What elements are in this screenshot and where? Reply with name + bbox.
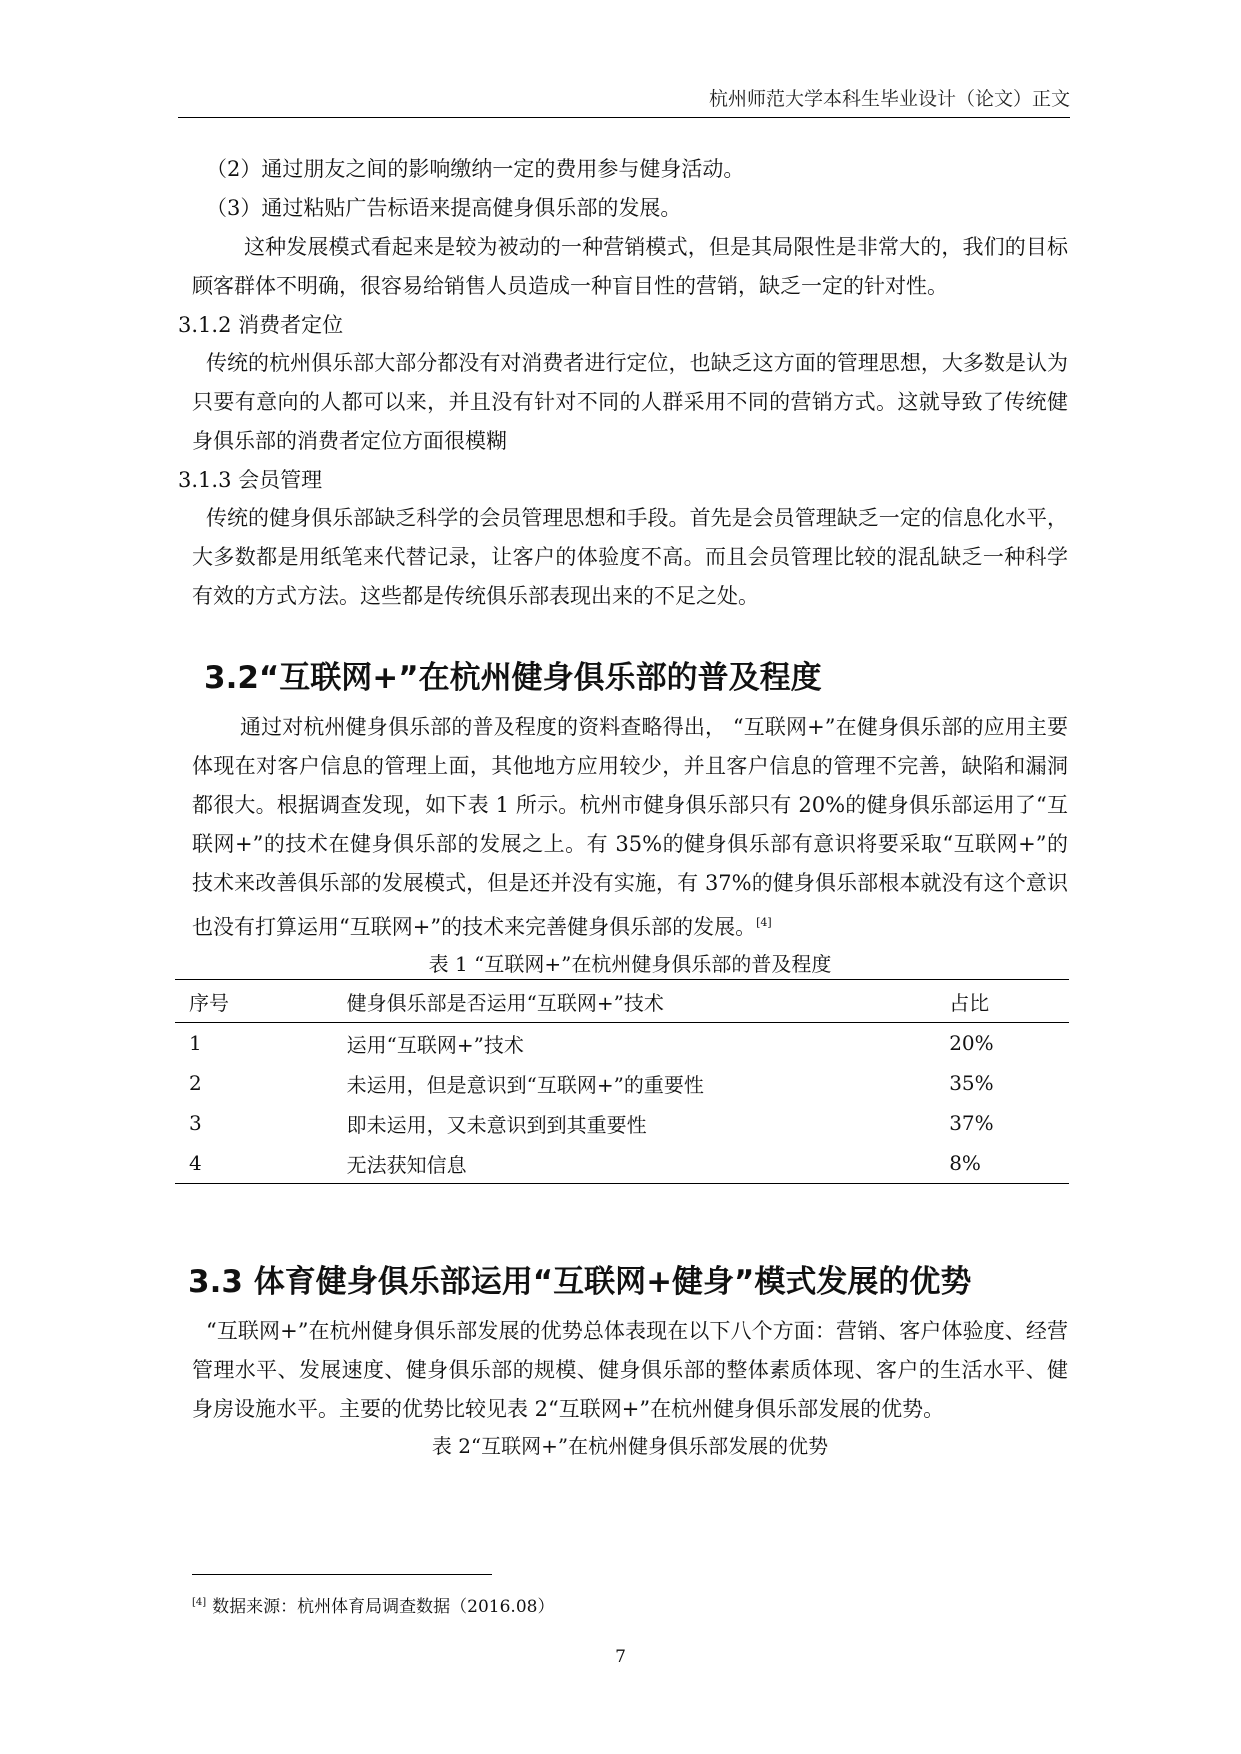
table-header-cell: 序号 xyxy=(189,990,229,1015)
table2-caption: 表 2“互联网+”在杭州健身俱乐部发展的优势 xyxy=(431,1434,829,1458)
table-row xyxy=(175,1023,1069,1064)
list-item-2: （2）通过朋友之间的影响缴纳一定的费用参与健身活动。 xyxy=(206,157,745,181)
paragraph-33: “互联网+”在杭州健身俱乐部发展的优势总体表现在以下八个方面：营销、客户体验度、经营管理水平、发展速度、健身俱乐部的规模、健身俱乐部的整体素质体现、客户的生活水平、健身房设施水平。主要的优势比较见表 2“互联网+”在杭州健身俱乐部发展的优势。 xyxy=(192,1319,1068,1421)
table-header-row xyxy=(175,980,1069,1023)
paragraph-313: 传统的健身俱乐部缺乏科学的会员管理思想和手段。首先是会员管理缺乏一定的信息化水平，大多数都是用纸笔来代替记录，让客户的体验度不高。而且会员管理比较的混乱缺乏一种科学有效的方式方法。这些都是传统俱乐部表现出来的不足之处。 xyxy=(192,506,1068,608)
paragraph-312: 传统的杭州俱乐部大部分都没有对消费者进行定位，也缺乏这方面的管理思想，大多数是认为只要有意向的人都可以来，并且没有针对不同的人群采用不同的营销方式。这就导致了传统健身俱乐部的消费者定位方面很模糊 xyxy=(192,351,1068,453)
table-row xyxy=(175,1103,1069,1143)
table-cell: 35% xyxy=(949,1071,994,1095)
paragraph-32 xyxy=(192,708,1068,947)
table-cell: 1 xyxy=(189,1031,202,1055)
table-cell: 20% xyxy=(949,1031,994,1055)
table-cell: 2 xyxy=(189,1071,202,1095)
table-cell: 无法获知信息 xyxy=(346,1152,467,1177)
running-header: 杭州师范大学本科生毕业设计（论文）正文 xyxy=(708,88,1070,110)
table-cell: 即未运用，又未意识到到其重要性 xyxy=(346,1112,647,1137)
table-cell: 8% xyxy=(949,1151,981,1175)
table-row xyxy=(175,1143,1069,1184)
paragraph-32-text: 通过对杭州健身俱乐部的普及程度的资料查略得出， “互联网+”在健身俱乐部的应用主要体现在对客户信息的管理上面，其他地方应用较少，并且客户信息的管理不完善，缺陷和漏洞都很大。根据调查发现，如下表 1 所示。杭州市健身俱乐部只有 20%的健身俱乐部运用了“互联网+”的技术在健身俱乐部的发展之上。有 35%的健身俱乐部有意识将要采取“互联网+”的技术来改善俱乐部的发展模式，但是还并没有实施，有 37%的健身俱乐部根本就没有这个意识也没有打算运用“互联网+”的技术来完善健身俱乐部的发展。 xyxy=(192,715,1068,939)
footnote-text: 数据来源：杭州体育局调查数据（2016.08） xyxy=(212,1597,555,1617)
table1-caption: 表 1 “互联网+”在杭州健身俱乐部的普及程度 xyxy=(428,952,832,976)
list-item-3: （3）通过粘贴广告标语来提高健身俱乐部的发展。 xyxy=(206,196,682,220)
footnote xyxy=(192,1592,554,1617)
table-header-cell: 健身俱乐部是否运用“互联网+”技术 xyxy=(346,990,664,1015)
subsection-heading-313: 3.1.3 会员管理 xyxy=(178,468,323,492)
citation-4: [4] xyxy=(756,916,772,929)
section-heading-33: 3.3 体育健身俱乐部运用“互联网+健身”模式发展的优势 xyxy=(188,1264,972,1300)
table-cell: 4 xyxy=(189,1151,202,1175)
table-cell: 37% xyxy=(949,1111,994,1135)
table1 xyxy=(175,979,1069,1184)
table-cell: 3 xyxy=(189,1111,202,1135)
table-row xyxy=(175,1063,1069,1103)
header-rule xyxy=(178,117,1070,118)
footnote-mark: [4] xyxy=(192,1597,207,1609)
table-header-cell: 占比 xyxy=(949,990,990,1015)
main-content xyxy=(178,150,1068,1461)
subsection-heading-312: 3.1.2 消费者定位 xyxy=(178,313,344,337)
section-heading-32: 3.2“互联网+”在杭州健身俱乐部的普及程度 xyxy=(204,660,822,696)
table-cell: 运用“互联网+”技术 xyxy=(346,1032,524,1057)
intro-paragraph: 这种发展模式看起来是较为被动的一种营销模式，但是其局限性是非常大的，我们的目标顾客群体不明确，很容易给销售人员造成一种盲目性的营销，缺乏一定的针对性。 xyxy=(192,235,1068,298)
footnote-rule xyxy=(192,1574,492,1575)
page-number: 7 xyxy=(615,1647,626,1667)
table-cell: 未运用，但是意识到“互联网+”的重要性 xyxy=(346,1072,704,1097)
